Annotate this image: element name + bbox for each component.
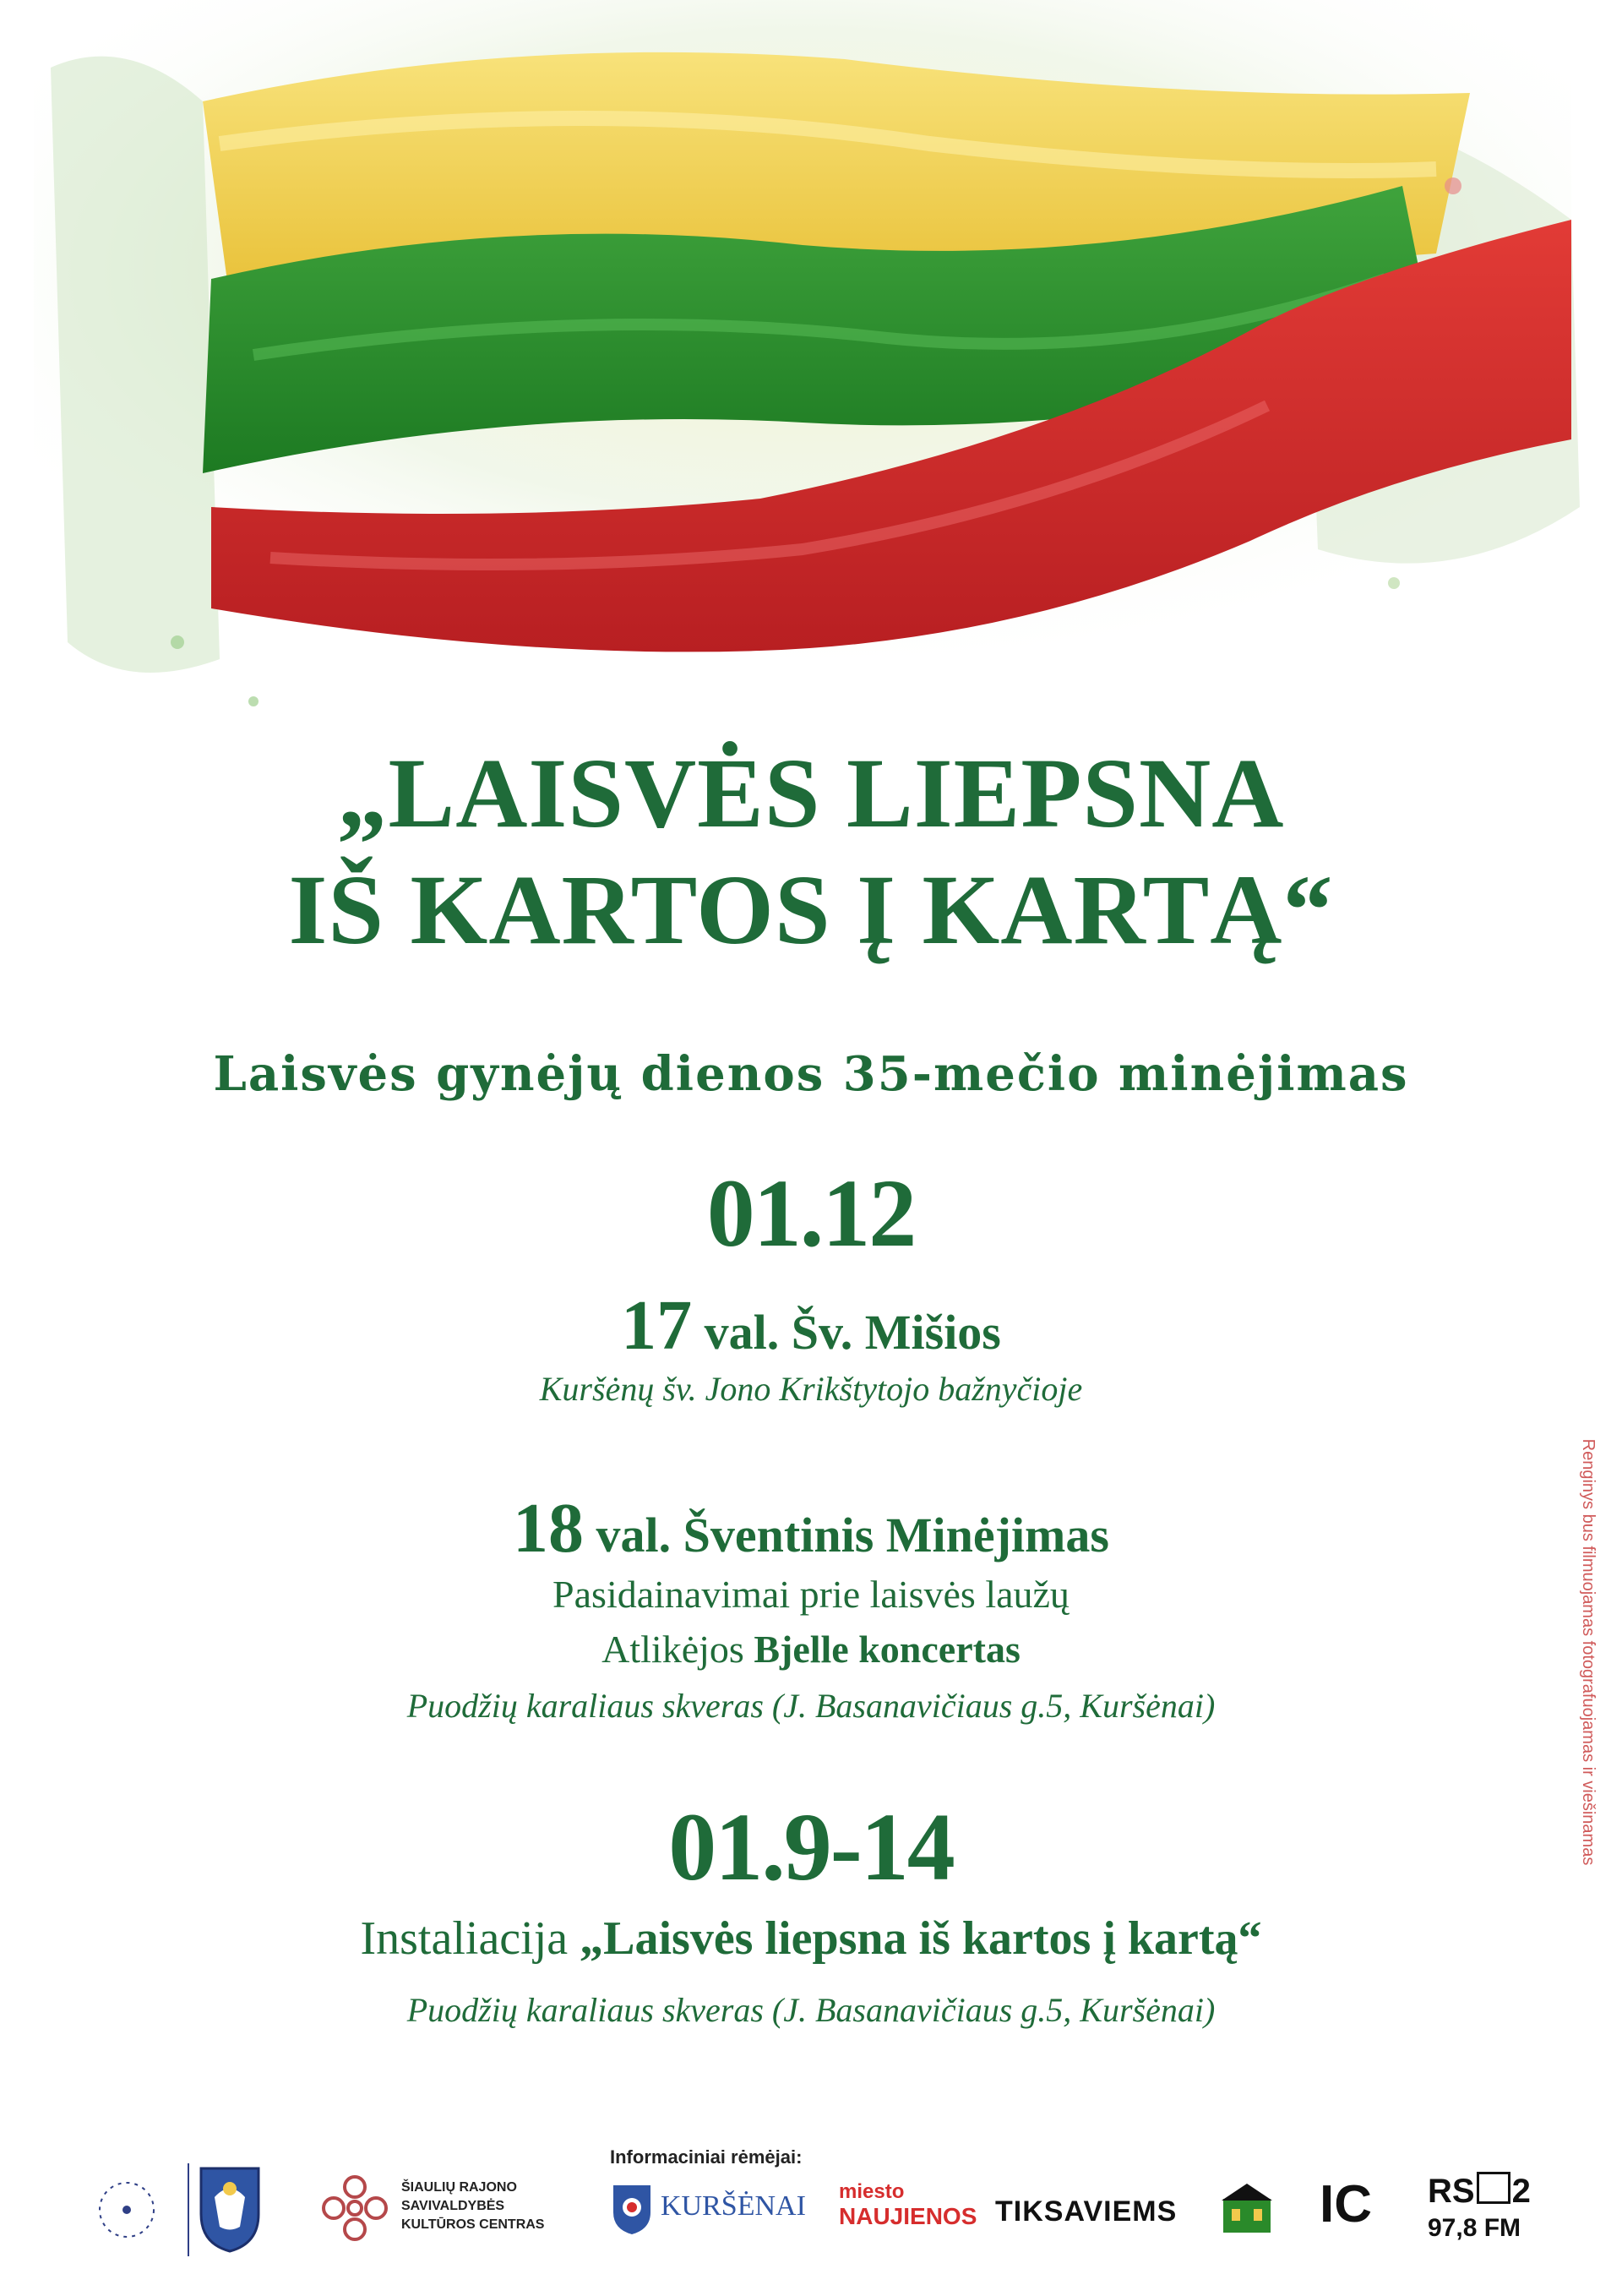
- kursenai-shield-icon: [610, 2182, 654, 2236]
- event-2-line-1: Pasidainavimai prie laisvės laužų: [552, 1573, 1070, 1616]
- culture-center-line-1: ŠIAULIŲ RAJONO: [401, 2180, 517, 2195]
- event-1-heading: [0, 1284, 1622, 1366]
- title-line-1: „LAISVĖS LIEPSNA: [337, 738, 1285, 848]
- ic-logo-text: IC: [1320, 2175, 1372, 2233]
- event-2-performer: Bjelle koncertas: [754, 1628, 1021, 1671]
- tourism-center-icon: [1222, 2182, 1272, 2236]
- siauliu-rajonas-logo: [93, 2168, 161, 2252]
- radio-name: RS: [1428, 2173, 1475, 2210]
- radio-figure-icon: [1477, 2172, 1510, 2204]
- event-2-line-2: [0, 1627, 1622, 1672]
- naujienos-logo-text: NAUJIENOS: [839, 2203, 977, 2229]
- radio-number: 2: [1511, 2173, 1531, 2210]
- date-heading-2: 01.9-14: [668, 1793, 954, 1901]
- event-3-heading: [0, 1912, 1622, 1966]
- culture-center-line-2: SAVIVALDYBĖS: [401, 2199, 505, 2213]
- date-heading-1: 01.12: [706, 1159, 916, 1267]
- event-1-venue: Kuršėnų šv. Jono Krikštytojo bažnyčioje: [539, 1370, 1083, 1408]
- culture-center-emblem-icon: [317, 2170, 393, 2246]
- radio-logo: [1428, 2172, 1531, 2210]
- event-2-title: val. Šventinis Minėjimas: [596, 1508, 1109, 1562]
- filming-notice-text: Renginys bus filmuojamas fotografuojamas ir viešinamas: [1579, 1438, 1598, 1866]
- culture-center-name: [401, 2179, 544, 2234]
- culture-center-line-3: KULTŪROS CENTRAS: [401, 2217, 545, 2232]
- sponsors-label: Informaciniai rėmėjai:: [610, 2146, 803, 2168]
- event-3-prefix: Instaliacija: [360, 1912, 569, 1965]
- subtitle: Laisvės gynėjų dienos 35-mečio minėjimas: [213, 1046, 1409, 1102]
- event-1-title: val. Šv. Mišios: [704, 1305, 1001, 1360]
- event-3-venue: Puodžių karaliaus skveras (J. Basanavičiaus g.5, Kuršėnai): [406, 1991, 1216, 2029]
- miesto-logo-text: miesto: [839, 2180, 905, 2203]
- event-1-hour: 17: [621, 1286, 693, 1365]
- title-line-2: IŠ KARTOS Į KARTĄ“: [288, 854, 1334, 965]
- flag-illustration: [0, 0, 1622, 727]
- radio-frequency: 97,8 FM: [1428, 2214, 1521, 2242]
- tiksaviems-logo-text: TIKSAVIEMS: [995, 2195, 1178, 2228]
- event-2-hour: 18: [513, 1489, 585, 1568]
- logo-divider: [188, 2163, 189, 2256]
- filming-notice: [1580, 1327, 1597, 1977]
- event-2-venue: Puodžių karaliaus skveras (J. Basanavičiaus g.5, Kuršėnai): [406, 1687, 1216, 1725]
- event-2-heading: [0, 1487, 1622, 1569]
- coat-of-arms-icon: [196, 2163, 264, 2256]
- kursenai-logo-text: KURŠĖNAI: [661, 2190, 806, 2222]
- event-3-title: „Laisvės liepsna iš kartos į kartą“: [580, 1912, 1262, 1965]
- footer-logos: [0, 2130, 1622, 2282]
- event-2-performer-prefix: Atlikėjos: [601, 1628, 744, 1671]
